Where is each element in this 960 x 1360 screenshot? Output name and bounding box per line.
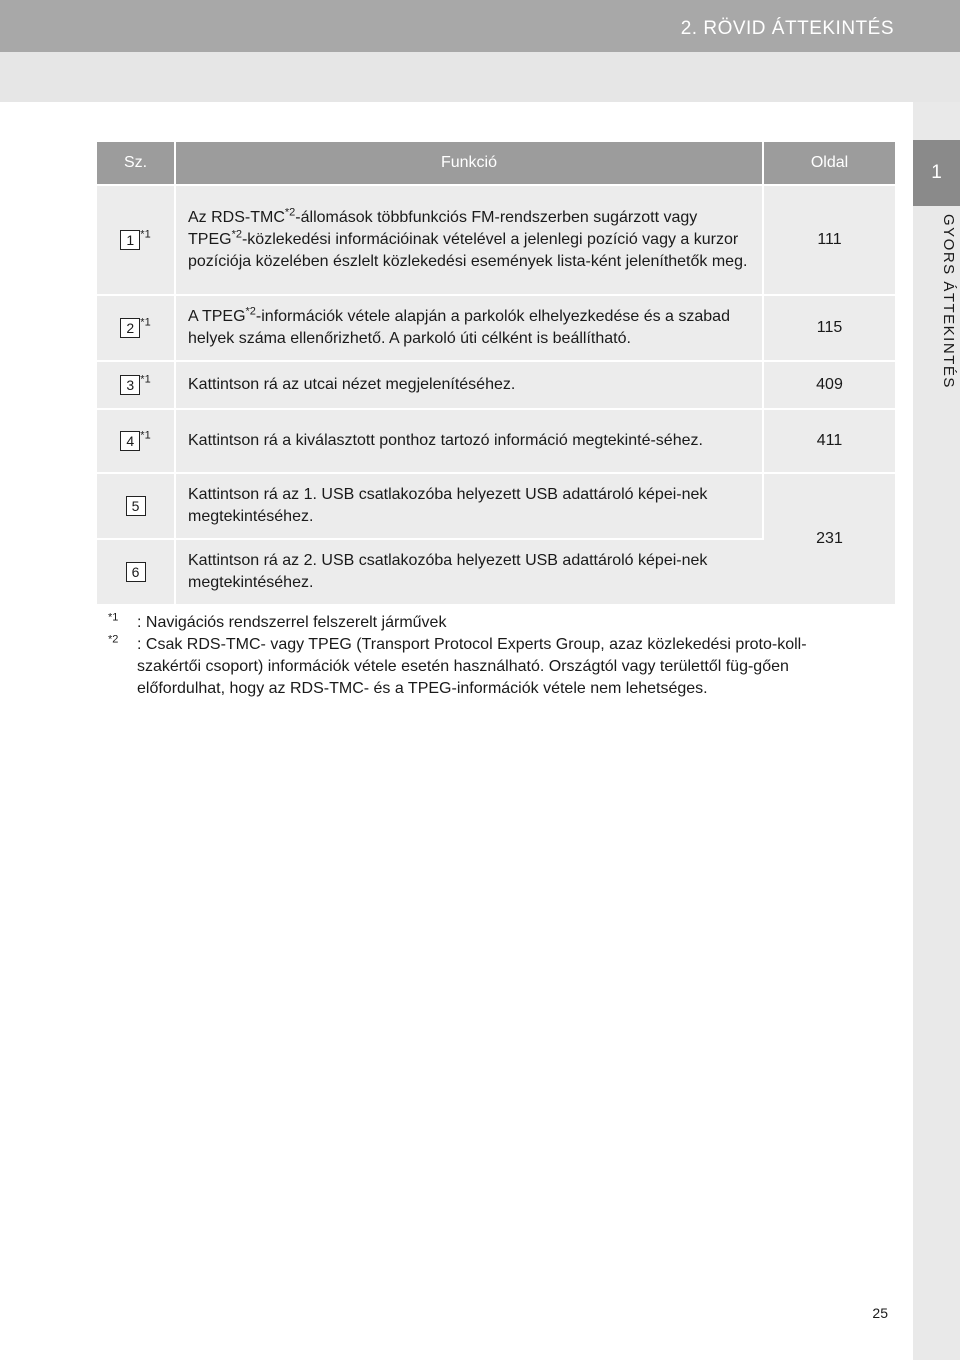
footnote-ref: *1 [140, 316, 151, 329]
chapter-title: 2. RÖVID ÁTTEKINTÉS [680, 18, 894, 39]
function-description: Kattintson rá az 2. USB csatlakozóba helyezett USB adattároló képei-nek megtekintéséhez. [175, 539, 763, 604]
page-reference: 115 [763, 295, 895, 361]
desc-text: -közlekedési információinak vételével a jelenlegi pozíció vagy a kurzor pozíciója közelében észlelt közlekedési események lista-ként jeleníthetők meg. [188, 231, 748, 270]
footnote-ref: *1 [140, 373, 151, 386]
page-reference: 231 [763, 473, 895, 604]
footnote-1 [108, 612, 868, 634]
desc-text: A TPEG [188, 308, 246, 325]
footnote-ref: *1 [140, 429, 151, 442]
table-row [97, 295, 895, 361]
row-number-cell [97, 473, 175, 539]
footnote-ref: *2 [231, 228, 242, 241]
function-description: Kattintson rá a kiválasztott ponthoz tartozó információ megtekinté-séhez. [175, 409, 763, 473]
chapter-header-bar [0, 0, 960, 52]
page-reference: 111 [763, 185, 895, 295]
table-row [97, 409, 895, 473]
footnote-mark: *1 [108, 611, 119, 624]
table-header-row [97, 142, 895, 185]
footnote-text: : Navigációs rendszerrel felszerelt járművek [137, 614, 447, 631]
row-number-cell [97, 295, 175, 361]
page-number: 25 [872, 1305, 888, 1321]
footnote-ref: *2 [245, 305, 256, 318]
page-reference: 411 [763, 409, 895, 473]
item-number-box: 4 [120, 431, 140, 451]
header-page: Oldal [763, 142, 895, 185]
header-sub-bar [0, 52, 960, 102]
row-number-cell [97, 361, 175, 409]
function-table [97, 142, 895, 604]
row-number-cell [97, 409, 175, 473]
function-description: Kattintson rá az utcai nézet megjelenítéséhez. [175, 361, 763, 409]
item-number-box: 1 [120, 230, 140, 250]
footnotes [108, 612, 868, 700]
item-number-box: 5 [126, 496, 146, 516]
header-function: Funkció [175, 142, 763, 185]
function-description [175, 295, 763, 361]
footnote-text: : Csak RDS-TMC- vagy TPEG (Transport Protocol Experts Group, azaz közlekedési proto-koll-szakértői csoport) információk vétele esetén használható. Országtól vagy területtől füg-gően előfordulhat, hogy az RDS-TMC- és a TPEG-információk vétele nem lehetséges. [137, 636, 807, 697]
footnote-ref: *2 [284, 206, 296, 219]
side-tab-number: 1 [931, 162, 942, 183]
footnote-mark: *2 [108, 633, 119, 646]
table-row [97, 185, 895, 295]
table-row [97, 361, 895, 409]
page-reference: 409 [763, 361, 895, 409]
footnote-ref: *1 [140, 228, 151, 241]
function-description [175, 185, 763, 295]
row-number-cell [97, 539, 175, 604]
footnote-2 [108, 634, 868, 700]
side-chapter-tab[interactable] [913, 140, 960, 206]
desc-text: -állomások többfunkciós FM-rendszerben sugárzott vagy TPEG [188, 209, 698, 248]
item-number-box: 3 [120, 375, 140, 395]
desc-text: -információk vétele alapján a parkolók elhelyezkedése és a szabad helyek száma ellenőrizhető. A parkoló úti célként is beállítható. [188, 308, 730, 347]
item-number-box: 2 [120, 318, 140, 338]
row-number-cell [97, 185, 175, 295]
desc-text: Az RDS-TMC [188, 209, 285, 226]
header-num: Sz. [97, 142, 175, 185]
table-row [97, 473, 895, 539]
side-chapter-label: GYORS ÁTTEKINTÉS [940, 214, 957, 389]
function-description: Kattintson rá az 1. USB csatlakozóba helyezett USB adattároló képei-nek megtekintéséhez. [175, 473, 763, 539]
item-number-box: 6 [126, 562, 146, 582]
